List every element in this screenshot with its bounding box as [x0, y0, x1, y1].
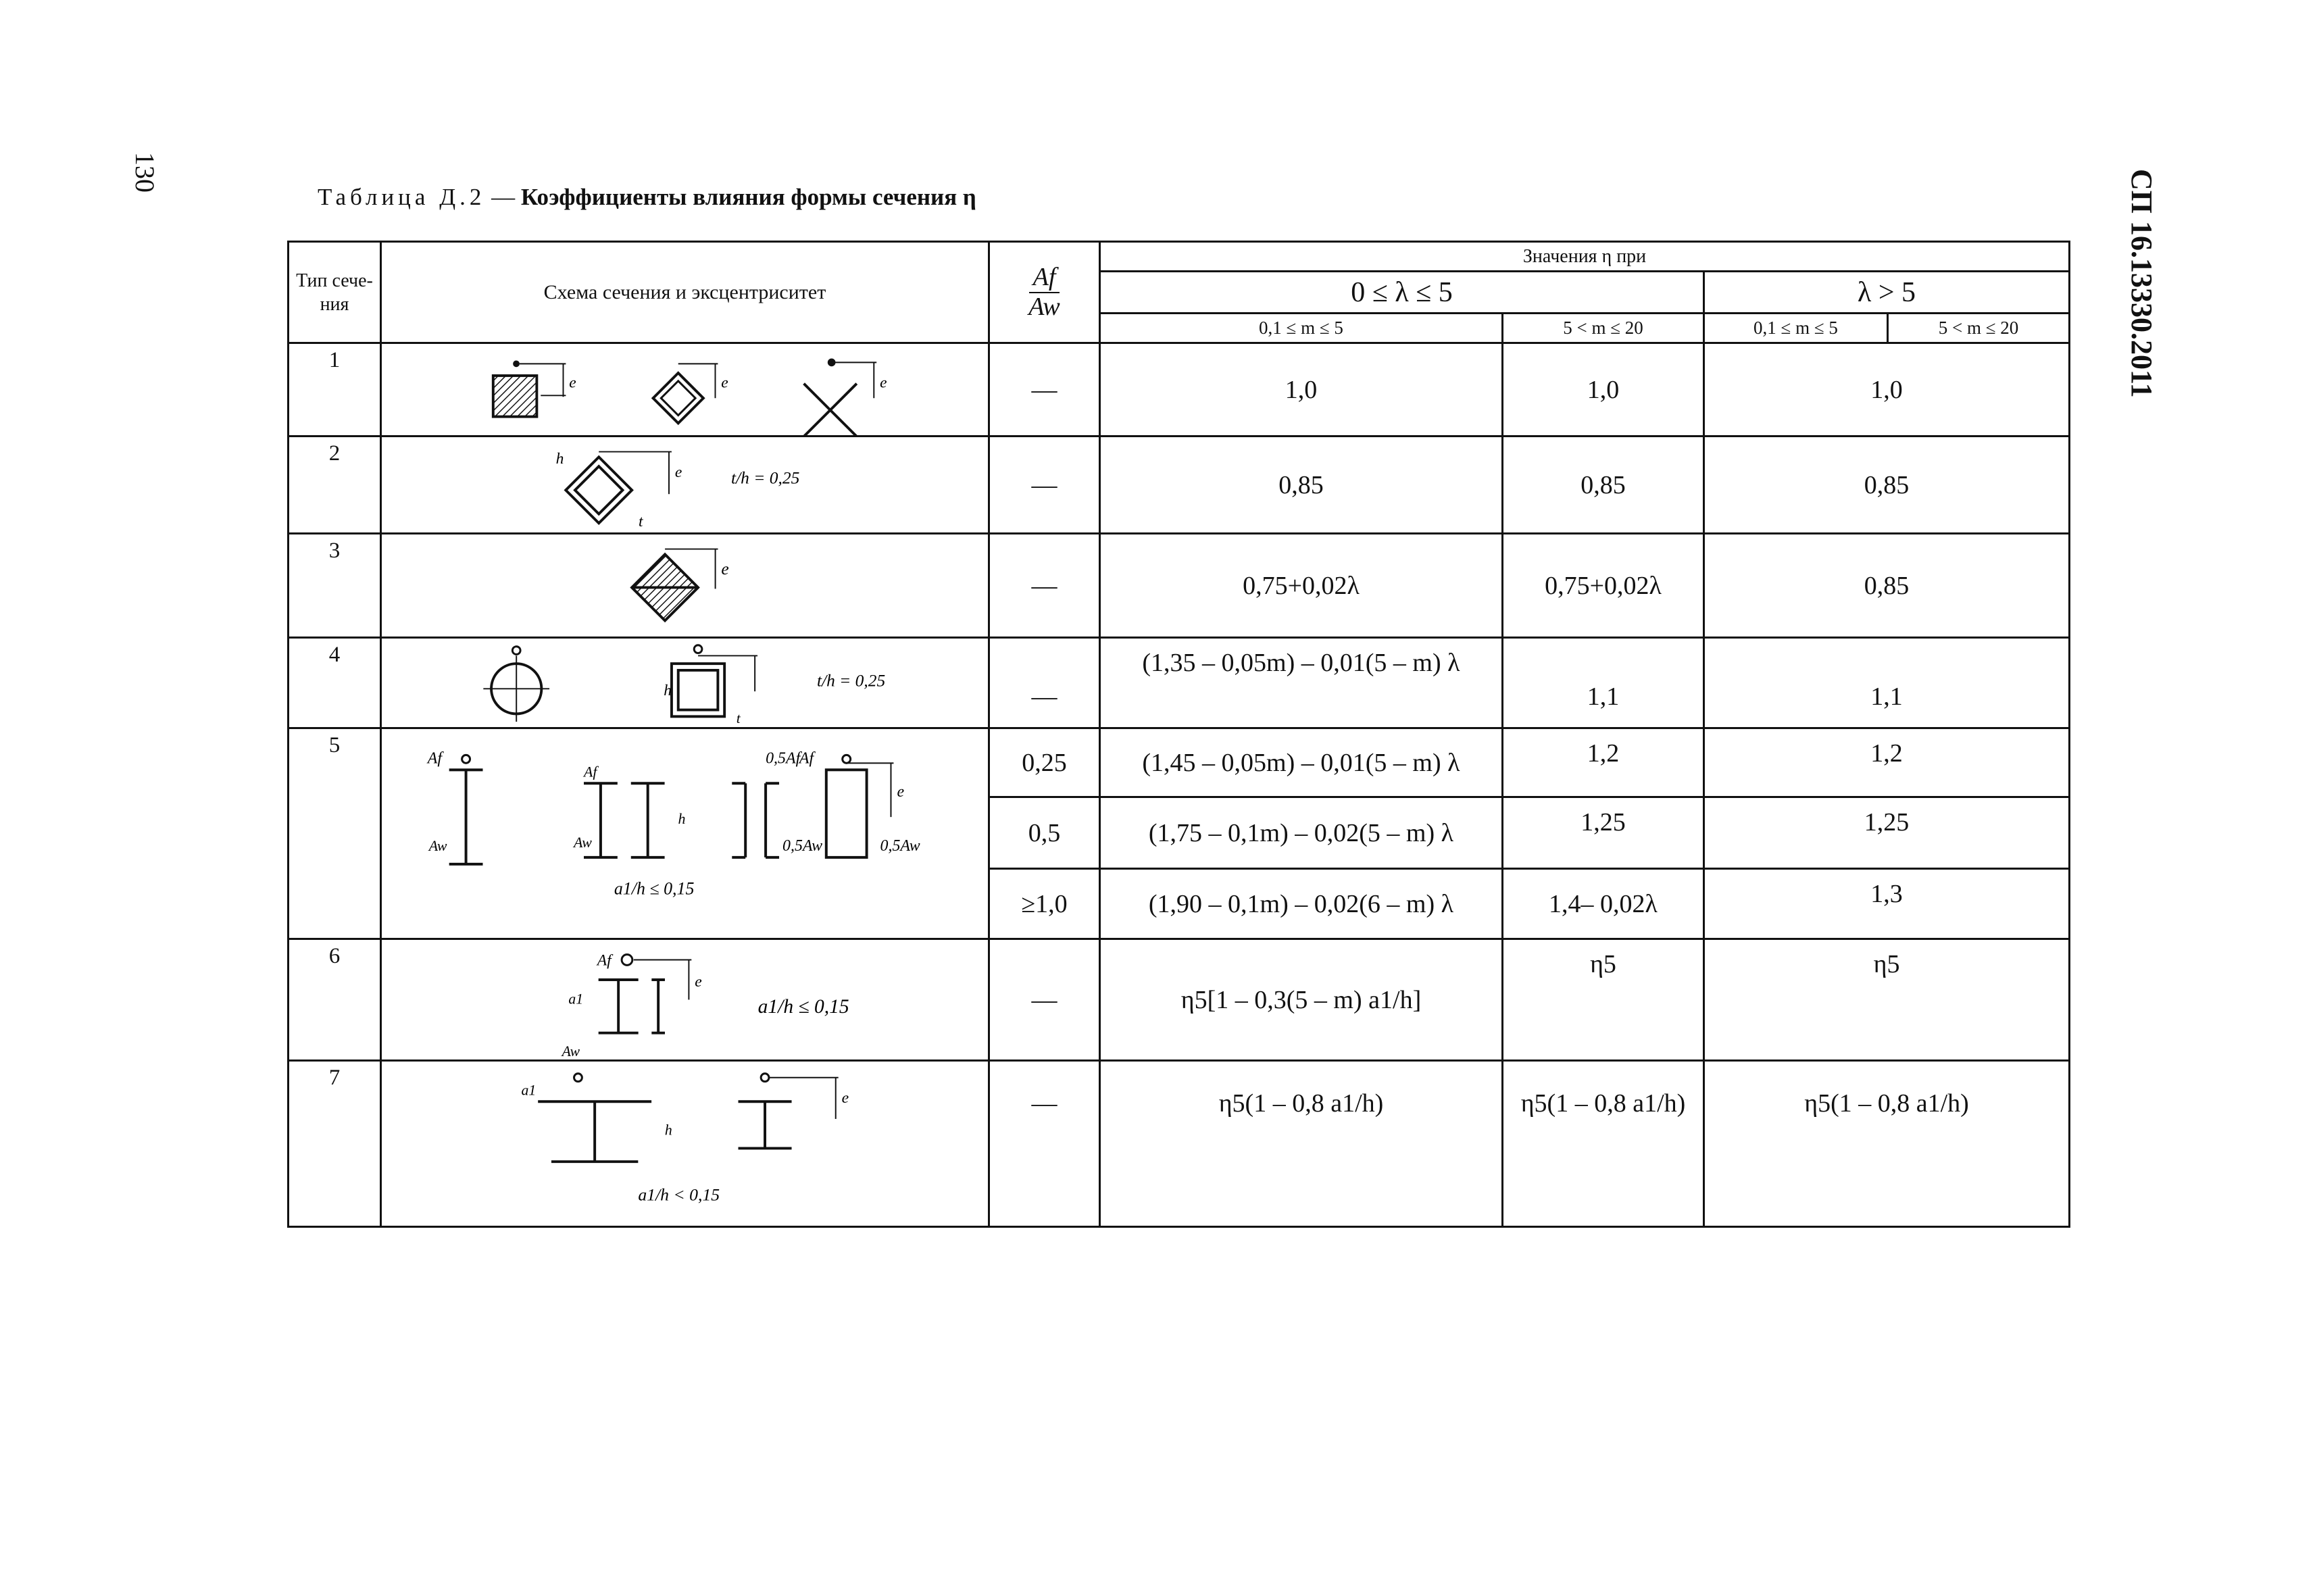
row-ratio: — [989, 437, 1100, 534]
t-section-icon [382, 1062, 988, 1226]
row-value-low: (1,35 – 0,05m) – 0,01(5 – m) λ [1100, 638, 1503, 728]
svg-text:Af: Af [597, 951, 612, 970]
row-value-low: η5[1 – 0,3(5 – m) a1/h] [1100, 939, 1503, 1061]
header-schema: Схема сечения и эксцентриситет [381, 242, 989, 343]
row-ratio: 0,25 [989, 728, 1100, 797]
svg-text:0,5Aw: 0,5Aw [880, 837, 920, 855]
row-value-mid: 0,85 [1503, 437, 1704, 534]
round-and-box-section-icon [382, 639, 988, 727]
table-caption [318, 184, 976, 211]
svg-text:Af: Af [427, 749, 443, 768]
svg-text:h: h [664, 1122, 672, 1139]
row-ratio: — [989, 1061, 1100, 1227]
ratio-denominator: Aw [1028, 292, 1060, 321]
header-m-low-2: 0,1 ≤ m ≤ 5 [1704, 314, 1888, 343]
row-value-mid: 1,0 [1503, 343, 1704, 437]
svg-text:e: e [674, 463, 682, 481]
row-type: 2 [289, 437, 381, 534]
svg-text:Af: Af [584, 763, 597, 780]
row-value-high: η5(1 – 0,8 a1/h) [1704, 1061, 2070, 1227]
row-value-high: 1,25 [1704, 797, 2070, 869]
row-type: 7 [289, 1061, 381, 1227]
svg-text:Aw: Aw [574, 833, 592, 851]
svg-text:0,5Af: 0,5Af [766, 749, 801, 768]
header-m-low-1: 0,1 ≤ m ≤ 5 [1100, 314, 1503, 343]
row-value-mid: 0,75+0,02λ [1503, 534, 1704, 638]
row-type: 6 [289, 939, 381, 1061]
svg-text:a1: a1 [521, 1082, 537, 1099]
svg-text:t: t [638, 513, 643, 531]
t-h-ratio-label: t/h = 0,25 [817, 671, 886, 691]
header-range-low: 0 ≤ λ ≤ 5 [1100, 272, 1704, 314]
row-type: 3 [289, 534, 381, 638]
table-row [289, 728, 2070, 797]
svg-text:h: h [555, 450, 564, 468]
svg-text:Af: Af [799, 749, 814, 768]
svg-text:e: e [897, 783, 905, 801]
row-value-mid: η5 [1503, 939, 1704, 1061]
svg-text:h: h [678, 810, 686, 828]
row-ratio: — [989, 343, 1100, 437]
caption-prefix: Таблица Д.2 [318, 184, 486, 210]
svg-text:0,5Aw: 0,5Aw [782, 837, 823, 855]
table-row [289, 534, 2070, 638]
row-value-high: 1,3 [1704, 869, 2070, 939]
t-h-ratio-label: t/h = 0,25 [731, 468, 800, 488]
ratio-numerator: Af [1029, 264, 1060, 293]
header-m-high-1: 5 < m ≤ 20 [1503, 314, 1704, 343]
caption-separator: — [485, 184, 521, 210]
table-row [289, 638, 2070, 728]
row-type: 4 [289, 638, 381, 728]
rhomb-section-icon [382, 534, 988, 637]
section-diagram-icon [382, 344, 988, 435]
caption-title: Коэффициенты влияния формы сечения η [520, 184, 976, 210]
row-ratio: — [989, 939, 1100, 1061]
svg-text:e: e [841, 1089, 849, 1107]
svg-text:e: e [721, 558, 729, 578]
row-type: 5 [289, 728, 381, 939]
page-number: 130 [130, 152, 160, 193]
table-row [289, 1061, 2070, 1227]
svg-text:e: e [721, 374, 728, 392]
section-schema-2 [381, 437, 989, 534]
header-ratio [989, 242, 1100, 343]
a1-h-ratio-label: a1/h ≤ 0,15 [614, 878, 695, 899]
row-ratio: — [989, 638, 1100, 728]
svg-text:h: h [664, 682, 672, 700]
row-value-mid: 1,1 [1503, 638, 1704, 728]
section-schema-3 [381, 534, 989, 638]
a1-h-ratio-label: a1/h < 0,15 [638, 1184, 720, 1205]
row-value-low: η5(1 – 0,8 a1/h) [1100, 1061, 1503, 1227]
svg-text:e: e [880, 374, 887, 392]
header-range-high: λ > 5 [1704, 272, 2070, 314]
row-value-mid: 1,25 [1503, 797, 1704, 869]
svg-text:Aw: Aw [428, 837, 447, 854]
i-beam-sections-icon [382, 729, 988, 940]
row-value-high: η5 [1704, 939, 2070, 1061]
row-value-low: 0,85 [1100, 437, 1503, 534]
row-ratio: ≥1,0 [989, 869, 1100, 939]
row-ratio: 0,5 [989, 797, 1100, 869]
table-row [289, 437, 2070, 534]
svg-text:a1: a1 [568, 991, 584, 1007]
row-value-high: 1,1 [1704, 638, 2070, 728]
section-schema-1 [381, 343, 989, 437]
row-value-low: (1,90 – 0,1m) – 0,02(6 – m) λ [1100, 869, 1503, 939]
header-values: Значения η при [1100, 242, 2070, 272]
a1-h-ratio-label: a1/h ≤ 0,15 [757, 996, 849, 1018]
svg-text:t: t [736, 710, 741, 727]
row-type: 1 [289, 343, 381, 437]
row-value-mid: 1,2 [1503, 728, 1704, 797]
row-value-high: 1,0 [1704, 343, 2070, 437]
channel-section-icon [382, 940, 988, 1059]
row-value-mid: η5(1 – 0,8 a1/h) [1503, 1061, 1704, 1227]
svg-text:Aw: Aw [562, 1043, 580, 1059]
section-schema-4 [381, 638, 989, 728]
table-row [289, 939, 2070, 1061]
row-value-low: (1,75 – 0,1m) – 0,02(5 – m) λ [1100, 797, 1503, 869]
row-value-low: (1,45 – 0,05m) – 0,01(5 – m) λ [1100, 728, 1503, 797]
svg-text:e: e [695, 972, 702, 991]
coefficients-table [287, 241, 2070, 1228]
row-ratio: — [989, 534, 1100, 638]
section-schema-5 [381, 728, 989, 939]
header-m-high-2: 5 < m ≤ 20 [1888, 314, 2070, 343]
section-schema-7 [381, 1061, 989, 1227]
svg-text:e: e [569, 374, 576, 392]
tube-section-icon [382, 437, 988, 532]
standard-code: СП 16.13330.2011 [2125, 169, 2158, 398]
row-value-low: 0,75+0,02λ [1100, 534, 1503, 638]
header-type: Тип сече-ния [289, 242, 381, 343]
row-value-high: 0,85 [1704, 437, 2070, 534]
row-value-mid: 1,4– 0,02λ [1503, 869, 1704, 939]
row-value-high: 0,85 [1704, 534, 2070, 638]
section-schema-6 [381, 939, 989, 1061]
table-row [289, 343, 2070, 437]
row-value-high: 1,2 [1704, 728, 2070, 797]
row-value-low: 1,0 [1100, 343, 1503, 437]
